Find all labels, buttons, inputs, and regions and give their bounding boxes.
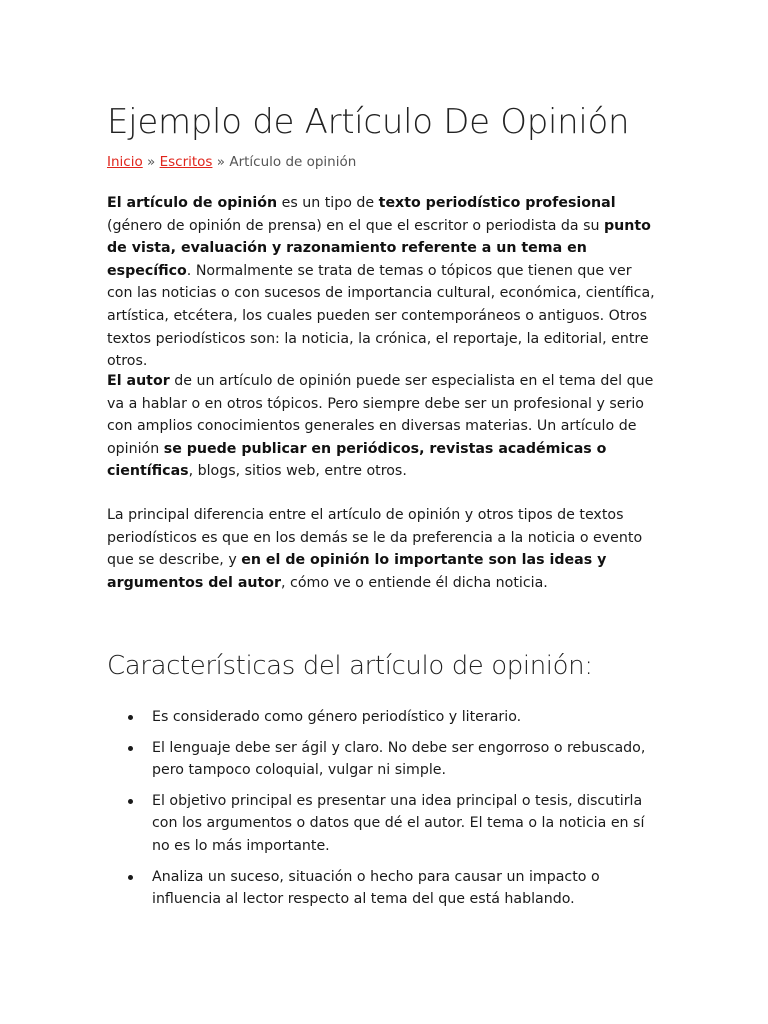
bold-text: en el de opinión lo importante son las ideas y argumentos del autor <box>107 552 607 591</box>
list-item-text: Analiza un suceso, situación o hecho para causar un impacto o influencia al lector respecto al tema del que está hablando. <box>152 868 600 908</box>
paragraph-difference <box>107 504 657 594</box>
list-item-text: El lenguaje debe ser ágil y claro. No debe ser engorroso o rebuscado, pero tampoco coloquial, vulgar ni simple. <box>152 739 646 779</box>
bullet-icon <box>128 746 133 751</box>
paragraph-definition <box>107 192 657 373</box>
text-run: (género de opinión de prensa) en el que el escritor o periodista da su <box>107 217 605 234</box>
breadcrumb-home-link[interactable]: Inicio <box>107 154 143 170</box>
bold-text: se puede publicar en periódicos, revistas académicas o científicas <box>107 440 607 480</box>
features-heading: Características del artículo de opinión: <box>107 651 593 681</box>
bold-text: El autor <box>107 373 170 389</box>
list-item-text: Es considerado como género periodístico y literario. <box>152 709 522 725</box>
text-run: . Normalmente se trata de temas o tópicos que tienen que ver con las noticias o con sucesos de importancia cultural, económica, científica, artística, etcétera, los cuales pueden ser contemporáneos o antiguos. Otros textos periodísticos son: la noticia, la crónica, el reportaje, la editorial, entre otros. <box>107 262 655 370</box>
list-item <box>107 790 657 858</box>
bold-text: punto de vista, evaluación y razonamiento referente a un tema en específico <box>107 217 651 279</box>
paragraph-author <box>107 370 657 483</box>
text-run: de un artículo de opinión puede ser especialista en el tema del que va a hablar o en otros tópicos. Pero siempre debe ser un profesional y serio con amplios conocimientos generales en diversas materias. Un artículo de opinión <box>107 373 654 457</box>
bullet-icon <box>128 715 133 720</box>
breadcrumb-section-link[interactable]: Escritos <box>159 154 213 170</box>
breadcrumb <box>107 152 356 172</box>
text-run: La principal diferencia entre el artículo de opinión y otros tipos de textos periodísticos es que en los demás se le da preferencia a la noticia o evento que se describe, y <box>107 507 643 569</box>
text-run: es un tipo de <box>277 195 379 211</box>
text-run: , blogs, sitios web, entre otros. <box>188 463 407 480</box>
list-item <box>107 866 657 911</box>
breadcrumb-separator: » <box>147 154 156 170</box>
breadcrumb-current: Artículo de opinión <box>229 154 357 170</box>
list-item <box>107 706 657 729</box>
list-item <box>107 737 657 782</box>
list-item-text: El objetivo principal es presentar una idea principal o tesis, discutirla con los argumentos o datos que dé el autor. El tema o la noticia en sí no es lo más importante. <box>152 792 645 854</box>
bullet-icon <box>128 875 133 880</box>
bullet-icon <box>128 799 133 804</box>
bold-text: El artículo de opinión <box>107 195 278 211</box>
bold-text: texto periodístico profesional <box>378 195 616 211</box>
page-title: Ejemplo de Artículo De Opinión <box>107 102 630 142</box>
features-list <box>107 706 657 919</box>
breadcrumb-separator: » <box>216 154 226 170</box>
text-run: , cómo ve o entiende él dicha noticia. <box>281 574 548 591</box>
